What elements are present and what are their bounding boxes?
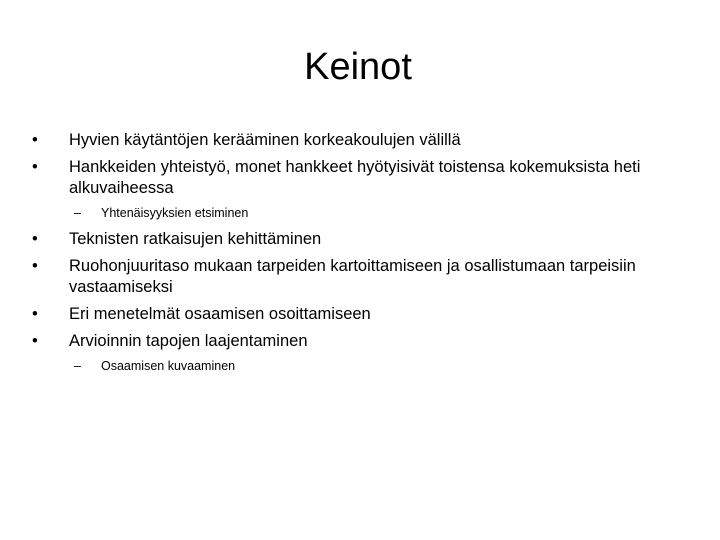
bullet-text: Teknisten ratkaisujen kehittäminen — [69, 230, 322, 248]
bullet-item — [32, 130, 692, 151]
sub-bullet-item — [32, 205, 692, 221]
sub-bullet-text: Yhtenäisyyksien etsiminen — [101, 206, 249, 220]
bullet-text: Ruohonjuuritaso mukaan tarpeiden kartoittamiseen ja osallistumaan tarpeisiin vastaamiseksi — [69, 257, 636, 296]
bullet-item — [32, 304, 692, 325]
bullet-text: Eri menetelmät osaamisen osoittamiseen — [69, 305, 371, 323]
bullet-item — [32, 229, 692, 250]
bullet-text: Hyvien käytäntöjen kerääminen korkeakoulujen välillä — [69, 131, 461, 149]
bullet-marker: • — [32, 230, 38, 248]
slide-title: Keinot — [304, 46, 412, 88]
bullet-marker: • — [32, 158, 38, 176]
bullet-item — [32, 157, 692, 199]
bullet-item — [32, 256, 692, 298]
bullet-text: Hankkeiden yhteistyö, monet hankkeet hyötyisivät toistensa kokemuksista heti alkuvaiheessa — [69, 158, 641, 197]
bullet-text: Arvioinnin tapojen laajentaminen — [69, 332, 308, 350]
bullet-item — [32, 331, 692, 352]
bullet-marker: • — [32, 332, 38, 350]
sub-bullet-text: Osaamisen kuvaaminen — [101, 359, 236, 373]
sub-bullet-marker: – — [74, 359, 81, 373]
bullet-marker: • — [32, 131, 38, 149]
bullet-list — [32, 130, 692, 382]
bullet-marker: • — [32, 305, 38, 323]
sub-bullet-item — [32, 358, 692, 374]
sub-bullet-marker: – — [74, 206, 81, 220]
bullet-marker: • — [32, 257, 38, 275]
